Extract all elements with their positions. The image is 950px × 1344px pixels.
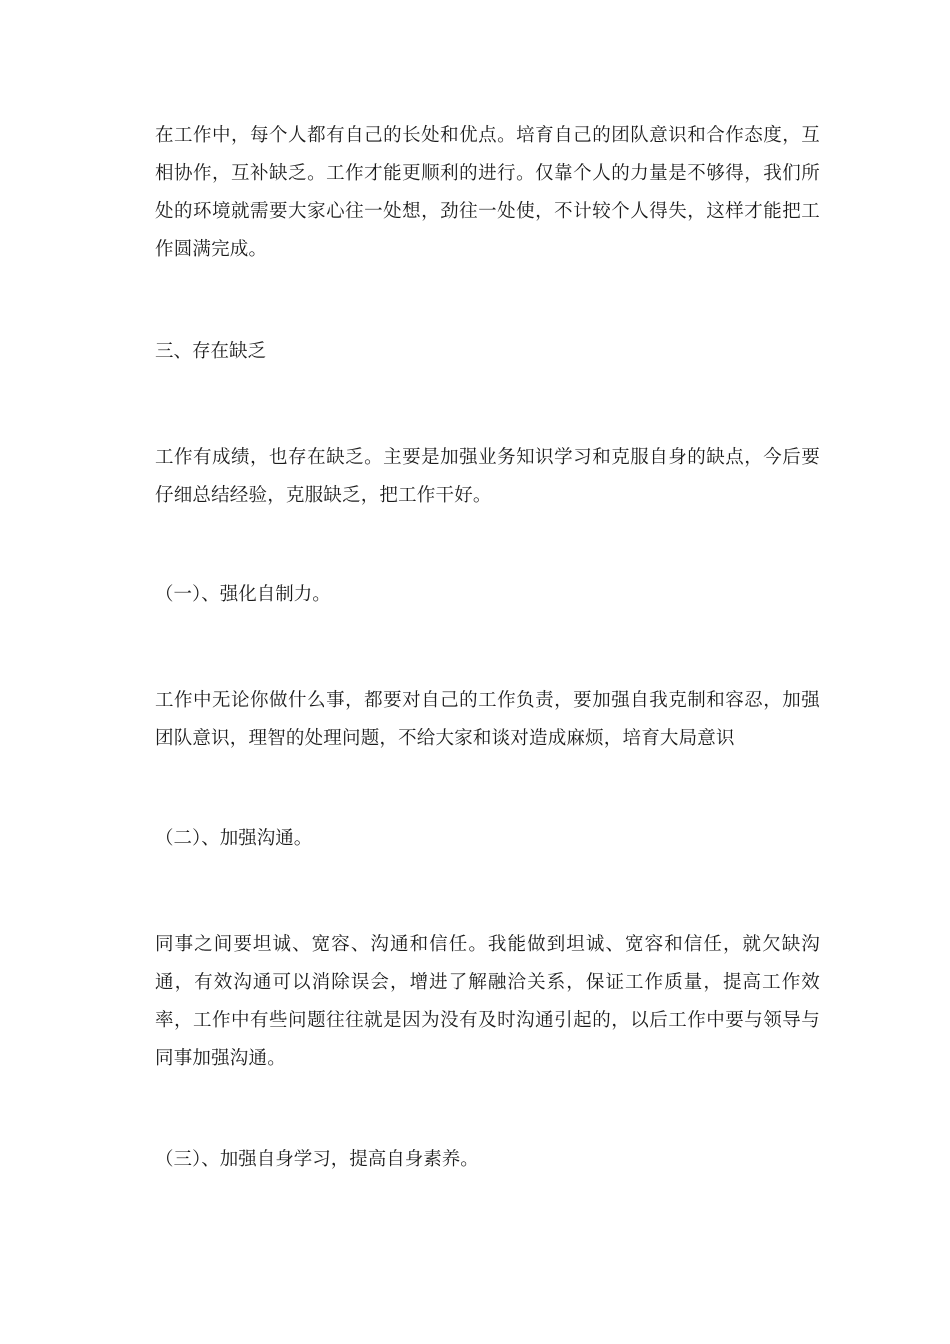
paragraph-teamwork: 在工作中，每个人都有自己的长处和优点。培育自己的团队意识和合作态度，互相协作，互补缺乏。工作才能更顺利的进行。仅靠个人的力量是不够得，我们所处的环境就需要大家心往一处想，劲往一处使，不计较个人得失，这样才能把工作圆满完成。 — [155, 125, 820, 260]
sub-heading-self-control: （一）、强化自制力。 — [155, 584, 331, 605]
paragraph-shortcomings: 工作有成绩，也存在缺乏。主要是加强业务知识学习和克服自身的缺点，今后要仔细总结经验，克服缺乏，把工作干好。 — [155, 447, 820, 506]
sub-heading-communication: （二）、加强沟通。 — [155, 828, 313, 849]
paragraph-self-control: 工作中无论你做什么事，都要对自己的工作负责，要加强自我克制和容忍，加强团队意识，理智的处理问题，不给大家和谈对造成麻烦，培育大局意识 — [155, 690, 820, 749]
sub-heading-self-study: （三）、加强自身学习，提高自身素养。 — [155, 1149, 479, 1170]
section-heading-shortcomings: 三、存在缺乏 — [155, 341, 267, 362]
paragraph-communication: 同事之间要坦诚、宽容、沟通和信任。我能做到坦诚、宽容和信任，就欠缺沟通，有效沟通可以消除误会，增进了解融洽关系，保证工作质量，提高工作效率，工作中有些问题往往就是因为没有及时沟通引起的，以后工作中要与领导与同事加强沟通。 — [155, 934, 820, 1069]
